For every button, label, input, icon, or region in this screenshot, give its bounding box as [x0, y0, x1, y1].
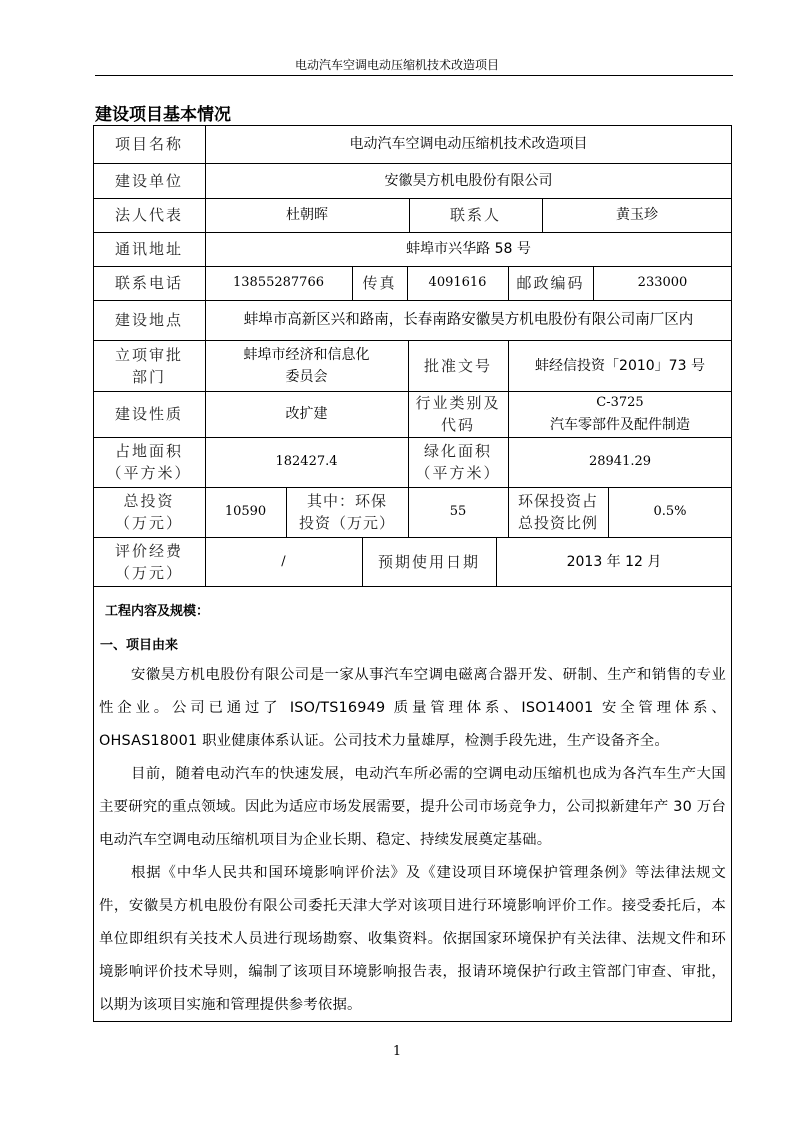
eval-fee-label-line1: 评价经费	[114, 541, 183, 560]
env-invest-label-line1: 其中：环保	[306, 492, 387, 510]
project-name-label: 项目名称	[114, 135, 183, 153]
address-value: 蚌埠市兴华路 58 号	[406, 241, 531, 257]
nature-value: 改扩建	[285, 406, 328, 422]
approval-dept-label-line2: 部门	[131, 367, 166, 386]
green-label-line2: （平方米）	[415, 464, 501, 482]
site-value: 蚌埠市高新区兴和路南，长春南路安徽昊方机电股份有限公司南厂区内	[243, 312, 694, 328]
approval-dept-value	[205, 340, 408, 391]
eval-fee-label-line2: （万元）	[114, 563, 183, 582]
page-number: 1	[392, 1044, 402, 1059]
industry-name: 汽车零部件及配件制造	[550, 417, 690, 433]
phone-label: 联系电话	[114, 274, 183, 292]
env-invest-label-line2: 投资（万元）	[298, 514, 395, 532]
content-title: 工程内容及规模：	[105, 604, 210, 619]
section-title: 建设项目基本情况	[95, 105, 231, 125]
fax-label: 传真	[362, 274, 397, 292]
area-label-line1: 占地面积	[114, 442, 183, 460]
paragraph-1: 安徽昊方机电股份有限公司是一家从事汽车空调电磁离合器开发、研制、生产和销售的专业性企业。公司已通过了 ISO/TS16949 质量管理体系、ISO14001 安全管理体系、OHSAS18001 职业健康体系认证。公司技术力量雄厚，检测手段先进，生产设备齐全。	[99, 667, 726, 749]
invest-value: 10590	[224, 504, 267, 519]
approval-no-label: 批准文号	[423, 356, 492, 375]
contact-value: 黄玉珍	[616, 207, 658, 223]
industry-label-line1: 行业类别及	[415, 394, 501, 412]
green-value: 28941.29	[588, 454, 652, 469]
subsection-title: 一、项目由来	[100, 638, 179, 653]
running-header: 电动汽车空调电动压缩机技术改造项目	[294, 58, 499, 72]
site-label: 建设地点	[114, 311, 183, 329]
area-label-line2: （平方米）	[106, 464, 192, 482]
address-label: 通讯地址	[114, 240, 183, 258]
unit-value: 安徽昊方机电股份有限公司	[384, 172, 553, 189]
invest-label-line1: 总投资	[123, 492, 175, 510]
nature-label: 建设性质	[114, 405, 183, 423]
green-label	[408, 437, 508, 487]
area-label	[93, 437, 205, 487]
invest-label	[93, 487, 205, 537]
env-ratio-value: 0.5%	[653, 504, 687, 519]
env-invest-value: 55	[449, 504, 467, 519]
header-rule	[95, 75, 733, 76]
green-label-line1: 绿化面积	[423, 442, 492, 460]
industry-value	[508, 391, 732, 437]
postcode-value: 233000	[637, 275, 688, 290]
industry-code: C-3725	[596, 395, 644, 410]
expected-date-label: 预期使用日期	[377, 552, 480, 571]
env-invest-label	[286, 487, 408, 537]
approval-dept-label-line1: 立项审批	[114, 345, 183, 364]
invest-label-line2: （万元）	[114, 514, 183, 532]
eval-fee-label	[93, 537, 205, 586]
paragraph-2: 目前，随着电动汽车的快速发展，电动汽车所必需的空调电动压缩机也成为各汽车生产大国主要研究的重点领域。因此为适应市场发展需要，提升公司市场竞争力，公司拟新建年产 30 万台电动汽车空调电动压缩机项目为企业长期、稳定、持续发展奠定基础。	[99, 766, 726, 848]
approval-dept-line1: 蚌埠市经济和信息化	[243, 346, 370, 363]
eval-fee-value: /	[281, 553, 286, 569]
env-ratio-label	[508, 487, 608, 537]
contact-label: 联系人	[449, 206, 501, 224]
env-ratio-label-line1: 环保投资占	[517, 492, 598, 510]
paragraph-3: 根据《中华人民共和国环境影响评价法》及《建设项目环境保护管理条例》等法律法规文件，安徽昊方机电股份有限公司委托天津大学对该项目进行环境影响评价工作。接受委托后，本单位即组织有关技术人员进行现场勘察、收集资料。依据国家环境保护有关法律、法规文件和环境影响评价技术导则，编制了该项目环境影响报告表，报请环境保护行政主管部门审查、审批，以期为该项目实施和管理提供参考依据。	[99, 865, 726, 1013]
approval-dept-label	[93, 340, 205, 391]
row-divider	[93, 586, 732, 587]
expected-date-value: 2013 年 12 月	[566, 553, 662, 570]
postcode-label: 邮政编码	[516, 274, 585, 292]
unit-label: 建设单位	[114, 171, 183, 190]
area-value: 182427.4	[275, 454, 338, 469]
env-ratio-label-line2: 总投资比例	[517, 514, 598, 532]
industry-label	[408, 391, 508, 437]
phone-value: 13855287766	[233, 275, 324, 290]
approval-no-value: 蚌经信投资「2010」73 号	[535, 357, 705, 374]
legal-rep-label: 法人代表	[114, 206, 183, 224]
industry-label-line2: 代码	[440, 416, 475, 434]
legal-rep-value: 杜朝晖	[286, 207, 328, 223]
fax-value: 4091616	[428, 275, 487, 290]
project-name-value: 电动汽车空调电动压缩机技术改造项目	[349, 136, 588, 152]
approval-dept-line2: 委员会	[285, 368, 328, 385]
